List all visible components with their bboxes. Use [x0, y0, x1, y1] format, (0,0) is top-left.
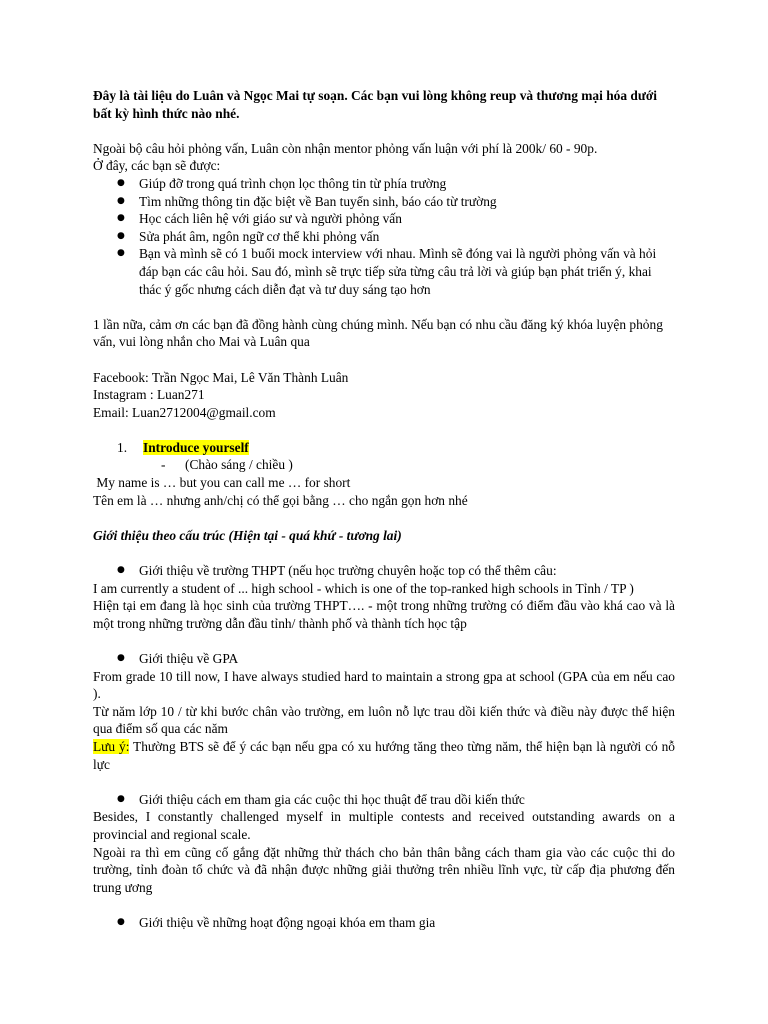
school-bullet: ● Giới thiệu về trường THPT (nếu học trường chuyên hoặc top có thể thêm câu:: [93, 562, 675, 580]
note-text: Thường BTS sẽ để ý các bạn nếu gpa có xu hướng tăng theo từng năm, thể hiện bạn là người có nỗ lực: [93, 738, 675, 772]
greeting-text: (Chào sáng / chiều ): [185, 457, 293, 473]
list-item: ● Giúp đỡ trong quá trình chọn lọc thông tin từ phía trường: [93, 175, 675, 193]
gpa-vietnamese: Từ năm lớp 10 / từ khi bước chân vào trường, em luôn nỗ lực trau dồi kiến thức và điều này được thể hiện qua điểm số qua các năm: [93, 703, 675, 737]
list-item: ● Bạn và mình sẽ có 1 buổi mock interview với nhau. Mình sẽ đóng vai là người phỏng vấn và hỏi đáp bạn các câu hỏi. Sau đó, mình sẽ trực tiếp sửa từng câu trả lời và giúp bạn phát triển ý, khai thác ý gốc nhưng cách diễn đạt và tư duy sáng tạo hơn: [93, 245, 675, 298]
dash-marker: -: [161, 457, 166, 473]
mentor-line: Ngoài bộ câu hỏi phỏng vấn, Luân còn nhận mentor phỏng vấn luận với phí là 200k/ 60 - 90p.: [93, 140, 598, 156]
school-english: I am currently a student of ... high school - which is one of the top-ranked high schools in Tỉnh / TP ): [93, 580, 634, 596]
list-item: ● Sửa phát âm, ngôn ngữ cơ thể khi phỏng vấn: [93, 228, 675, 246]
greeting-line: [93, 456, 675, 474]
intro-notice: Đây là tài liệu do Luân và Ngọc Mai tự soạn. Các bạn vui lòng không reup và thương mại hóa dưới bất kỳ hình thức nào nhé.: [93, 88, 657, 121]
contests-bullet: ● Giới thiệu cách em tham gia các cuộc thi học thuật để trau dồi kiến thức: [93, 791, 675, 809]
benefits-list: [93, 175, 675, 298]
section-1-heading: [93, 439, 675, 457]
section-title: Introduce yourself: [143, 439, 249, 455]
gpa-english: From grade 10 till now, I have always studied hard to maintain a strong gpa at school (GPA của em nếu cao ).: [93, 668, 675, 702]
extracurricular-bullet: ● Giới thiệu về những hoạt động ngoại khóa em tham gia: [93, 914, 675, 932]
gpa-bullet: ● Giới thiệu về GPA: [93, 650, 675, 668]
document-body: [93, 87, 675, 932]
note-label: Lưu ý:: [93, 738, 130, 754]
contact-instagram: Instagram : Luan271: [93, 387, 205, 403]
structure-heading: Giới thiệu theo cấu trúc (Hiện tại - quá khứ - tương lai): [93, 527, 402, 543]
gpa-note: [93, 738, 675, 773]
contact-email: Email: Luan2712004@gmail.com: [93, 404, 276, 420]
benefits-intro: Ở đây, các bạn sẽ được:: [93, 158, 221, 174]
contests-english: Besides, I constantly challenged myself in multiple contests and received outstanding awards on a provincial and regional scale.: [93, 809, 675, 842]
list-item: ● Học cách liên hệ với giáo sư và người phỏng vấn: [93, 210, 675, 228]
thanks-paragraph: 1 lần nữa, cảm ơn các bạn đã đồng hành cùng chúng mình. Nếu bạn có nhu cầu đăng ký khóa luyện phỏng vấn, vui lòng nhắn cho Mai và Luân qua: [93, 316, 663, 350]
list-item: ● Tìm những thông tin đặc biệt về Ban tuyển sinh, báo cáo từ trường: [93, 193, 675, 211]
contests-vietnamese: Ngoài ra thì em cũng cố gắng đặt những thử thách cho bản thân bằng cách tham gia vào các cuộc thi do trường, tỉnh đoàn tổ chức và đã nhận được những giải thưởng trên nhiều lĩnh vực, từ cấp địa phương đến trung ương: [93, 844, 675, 895]
contact-facebook: Facebook: Trần Ngọc Mai, Lê Văn Thành Luân: [93, 369, 349, 385]
section-number: 1.: [117, 439, 128, 455]
intro-vietnamese: Tên em là … nhưng anh/chị có thể gọi bằng … cho ngắn gọn hơn nhé: [93, 492, 468, 508]
school-vietnamese: Hiện tại em đang là học sinh của trường THPT…. - một trong những trường có điểm đầu vào khá cao và là một trong những trường dẫn đầu tỉnh/ thành phố và thành tích học tập: [93, 598, 675, 631]
intro-english: My name is … but you can call me … for short: [93, 475, 351, 491]
